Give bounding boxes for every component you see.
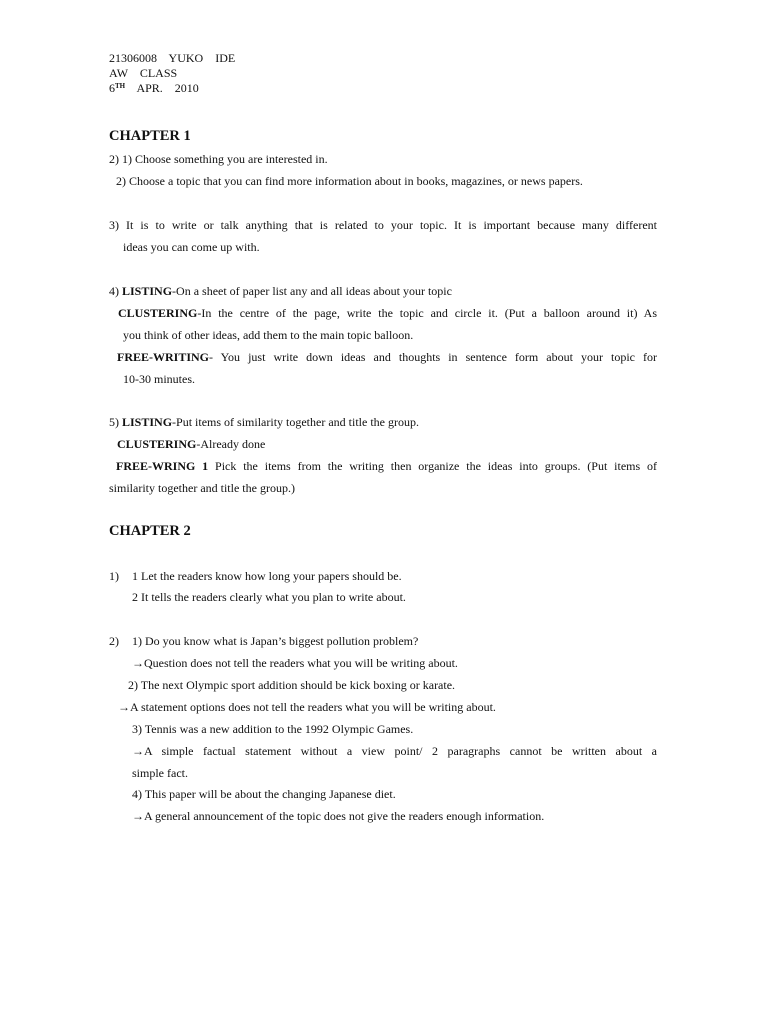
- ch2-answer-2-item-4: 4) This paper will be about the changing Japanese diet.: [132, 787, 396, 801]
- ch1-answer-4-clustering-text: -In the centre of the page, write the topic and circle it. (Put a balloon around it) As: [197, 306, 657, 320]
- header-student-line: 21306008 YUKO IDE: [109, 51, 236, 65]
- ch1-answer-4-number: 4): [109, 284, 122, 298]
- header-date-line: [109, 81, 199, 96]
- header-class-line: AW CLASS: [109, 66, 178, 80]
- ch2-answer-2-item-3: 3) Tennis was a new addition to the 1992 Olympic Games.: [132, 722, 414, 736]
- ch2-answer-2-number: 2): [109, 634, 119, 648]
- header-date-day: 6: [109, 81, 115, 95]
- ch1-answer-2-part-1: 2) 1) Choose something you are interested in.: [109, 152, 328, 166]
- ch1-answer-4-listing-term: LISTING: [122, 284, 173, 298]
- ch2-answer-2-item-3-reason-cont: simple fact.: [132, 766, 188, 780]
- header-date-suffix: TH: [115, 82, 126, 90]
- ch1-answer-5-number: 5): [109, 415, 122, 429]
- ch1-answer-4-clustering: [118, 306, 657, 321]
- chapter-1-title: CHAPTER 1: [109, 128, 191, 144]
- ch1-answer-4-freewriting-cont: 10-30 minutes.: [123, 372, 195, 386]
- ch1-answer-4-freewriting-text: - You just write down ideas and thoughts in sentence form about your topic for: [209, 350, 657, 364]
- ch1-answer-5-freewriting: [116, 459, 657, 474]
- ch1-answer-2-part-2: 2) Choose a topic that you can find more information about in books, magazines, or news papers.: [116, 174, 583, 188]
- ch2-answer-1-item-2: 2 It tells the readers clearly what you plan to write about.: [132, 590, 406, 604]
- ch1-answer-5-listing: [109, 415, 419, 430]
- ch1-answer-5-freewriting-term: FREE-WRING 1: [116, 459, 209, 473]
- ch1-answer-4-listing-text: -On a sheet of paper list any and all ideas about your topic: [172, 284, 452, 298]
- ch1-answer-3: 3) It is to write or talk anything that is related to your topic. It is important because many different: [109, 218, 657, 232]
- ch1-answer-5-clustering-text: -Already done: [196, 437, 266, 451]
- ch1-answer-5-freewriting-text: Pick the items from the writing then organize the ideas into groups. (Put items of: [208, 459, 657, 473]
- ch1-answer-3-cont: ideas you can come up with.: [123, 240, 260, 254]
- ch2-answer-2-item-1-reason: →Question does not tell the readers what you will be writing about.: [132, 656, 458, 670]
- ch1-answer-4-clustering-term: CLUSTERING: [118, 306, 198, 320]
- ch2-answer-2-item-2-reason: →A statement options does not tell the readers what you will be writing about.: [118, 700, 496, 714]
- ch2-answer-1-number: 1): [109, 569, 119, 583]
- ch1-answer-5-clustering-term: CLUSTERING: [117, 437, 197, 451]
- ch2-answer-2-item-4-reason: →A general announcement of the topic does not give the readers enough information.: [132, 809, 545, 823]
- ch2-answer-1-item-1: 1 Let the readers know how long your papers should be.: [132, 569, 402, 583]
- header-date-rest: APR. 2010: [125, 81, 199, 95]
- ch1-answer-4-listing: [109, 284, 452, 299]
- ch1-answer-5-listing-text: -Put items of similarity together and title the group.: [172, 415, 419, 429]
- ch1-answer-5-freewriting-cont: similarity together and title the group.): [109, 481, 295, 495]
- ch1-answer-5-clustering: [117, 437, 265, 452]
- ch2-answer-2-item-2: 2) The next Olympic sport addition should be kick boxing or karate.: [128, 678, 456, 692]
- ch1-answer-4-freewriting-term: FREE-WRITING: [117, 350, 210, 364]
- ch2-answer-2-item-3-reason: →A simple factual statement without a view point/ 2 paragraphs cannot be written about a: [132, 744, 657, 758]
- ch1-answer-4-freewriting: [117, 350, 657, 365]
- ch2-answer-2-item-1: 1) Do you know what is Japan’s biggest pollution problem?: [132, 634, 419, 648]
- ch1-answer-4-clustering-cont: you think of other ideas, add them to the main topic balloon.: [123, 328, 414, 342]
- ch1-answer-5-listing-term: LISTING: [122, 415, 173, 429]
- chapter-2-title: CHAPTER 2: [109, 523, 191, 539]
